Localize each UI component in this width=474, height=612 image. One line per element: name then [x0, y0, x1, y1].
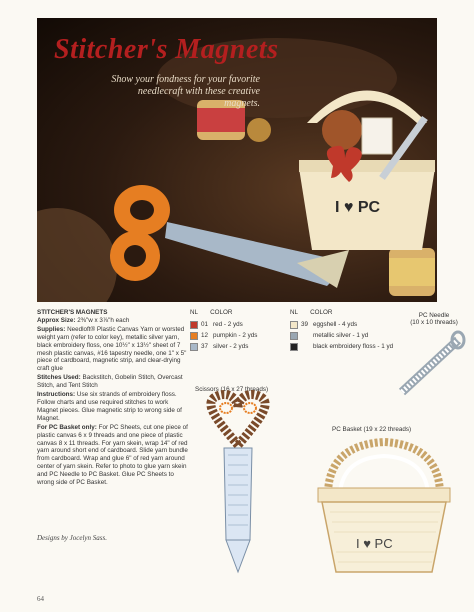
key-nl: 37: [201, 343, 209, 350]
key-nl: 01: [201, 321, 209, 328]
supplies-label: Supplies:: [37, 325, 66, 333]
approx-size-text: 2⅜"w x 3⅞"h each: [77, 316, 130, 324]
basket-chart-lettering: I ♥ PC: [356, 536, 393, 551]
color-header: COLOR: [210, 309, 233, 316]
page-title: Stitcher's Magnets: [54, 34, 279, 65]
nl-header: NL: [190, 309, 199, 316]
key-label: eggshell - 4 yds: [313, 321, 358, 328]
instructions-heading: STITCHER'S MAGNETS: [37, 309, 108, 316]
supplies-text: Needloft® Plastic Canvas Yarn or worsted weight yarn (refer to color key), metallic silver yarn, black embroidery floss, one 10½" x 13½" sheet of 7 mesh plastic canvas, #16 tapestry needle, one 1" x 5" piece of cardboard, magnetic strip, and clear-drying craft glue: [37, 325, 187, 373]
key-label: pumpkin - 2 yds: [213, 332, 258, 339]
page-number: 64: [37, 595, 44, 603]
designer-credit: Designs by Jocelyn Sass.: [37, 534, 107, 542]
page-subtitle: Show your fondness for your favorite needlecraft with these creative magnets.: [111, 74, 260, 109]
pc-basket-label: For PC Basket only:: [37, 423, 97, 431]
instructions-label: Instructions:: [37, 391, 76, 399]
key-label: black embroidery floss - 1 yd: [313, 343, 394, 350]
stitches-label: Stitches Used:: [37, 374, 81, 382]
pc-basket-caption: PC Basket (19 x 22 threads): [332, 426, 412, 433]
key-label: metallic silver - 1 yd: [313, 332, 369, 339]
nl-header: NL: [290, 309, 299, 316]
color-header: COLOR: [310, 309, 333, 316]
key-nl: 12: [201, 332, 209, 339]
approx-size-label: Approx Size:: [37, 316, 76, 324]
pc-needle-size: (10 x 10 threads): [410, 319, 458, 326]
stitches-text: Backstitch, Gobelin Stitch, Overcast Stitch, and Tent Stitch: [37, 374, 183, 390]
scissors-caption: Scissors (16 x 27 threads): [195, 386, 269, 393]
pc-needle-chart: [402, 332, 464, 392]
instructions-text: Use six strands of embroidery floss. Follow charts and use required stitches to work Magnet pieces. Glue magnetic strip to wrong side of Magnet.: [37, 391, 182, 422]
pc-needle-title: PC Needle: [418, 312, 450, 319]
key-label: silver - 2 yds: [213, 343, 249, 350]
key-label: red - 2 yds: [213, 321, 243, 328]
key-nl: 39: [301, 321, 309, 328]
scissors-chart: [211, 394, 265, 572]
pc-basket-chart: [318, 442, 450, 572]
basket-lettering: I ♥ PC: [335, 199, 381, 216]
pc-basket-text: For PC Sheets, cut one piece of plastic canvas 6 x 9 threads and one piece of plastic canvas 8 x 11 threads. For yarn skein, wrap 14" of red yarn around short end of cardboard. Slide yarn bundle from cardboard. Wrap and glue 6" of red yarn around center of yarn skein. Refer to photo to glue yarn skein and PC Needle to PC Basket. Glue PC Sheets to wrong side of PC Basket.: [37, 423, 188, 487]
